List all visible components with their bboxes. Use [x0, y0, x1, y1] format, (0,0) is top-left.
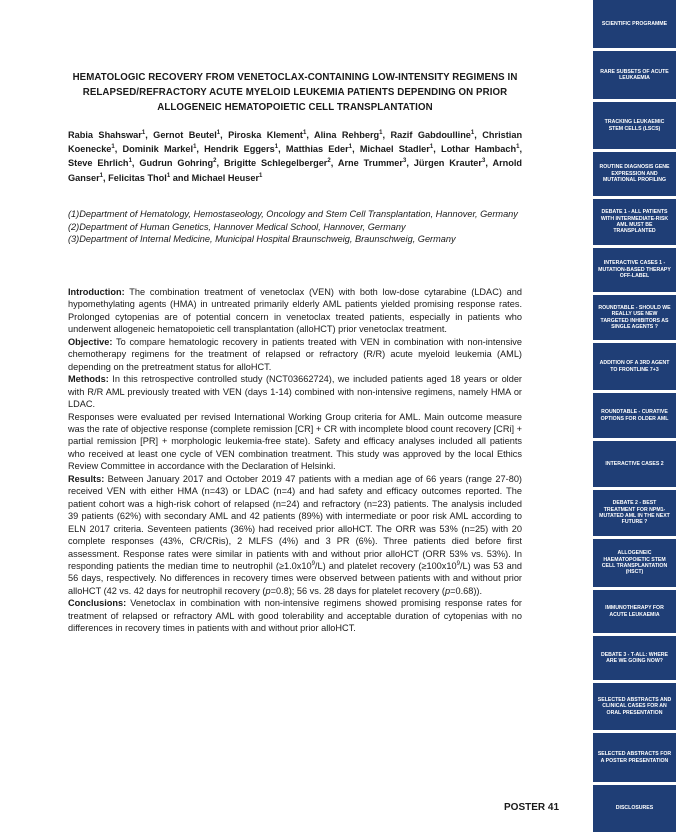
- author-affiliation-mark: 1: [429, 144, 434, 151]
- sidebar-item-label: DISCLOSURES: [615, 805, 654, 812]
- author-affiliation-mark: 3: [402, 158, 407, 165]
- sidebar-item-label: ROUTINE DIAGNOSIS GENE EXPRESSION AND MUTATIONAL PROFILING: [599, 164, 670, 184]
- sidebar-item-4[interactable]: [593, 152, 676, 196]
- sidebar-item-label: DEBATE 2 - BEST TREATMENT FOR NPM1-MUTATED AML IN THE NEXT FUTURE ?: [599, 500, 670, 526]
- sidebar-item-label: ROUNDTABLE - CURATIVE OPTIONS FOR OLDER AML: [600, 409, 669, 422]
- conclusions-label: Conclusions:: [68, 598, 127, 609]
- poster-number: POSTER 41: [504, 802, 560, 813]
- author-separator: and: [170, 172, 192, 183]
- introduction-label: Introduction:: [68, 287, 125, 297]
- author-affiliation-mark: 1: [216, 129, 221, 136]
- sidebar-item-15[interactable]: [593, 683, 676, 730]
- author-name: Dominik Markel: [122, 144, 194, 155]
- abstract-page: [68, 0, 522, 832]
- objective-paragraph: [68, 336, 522, 373]
- sidebar-item-label: TRACKING LEUKAEMIC STEM CELLS (LSCS): [604, 119, 665, 132]
- author-separator: ,: [406, 158, 414, 169]
- superscript-9: 9: [311, 560, 315, 567]
- sidebar-item-7[interactable]: [593, 295, 676, 340]
- author-affiliation-mark: 1: [99, 172, 104, 179]
- sidebar-item-3[interactable]: [593, 102, 676, 149]
- author-affiliation-mark: 1: [193, 144, 197, 151]
- author-name: Matthias Eder: [285, 144, 349, 155]
- objective-label: Objective:: [68, 336, 113, 347]
- results-text-d: =0.8); 56 vs. 28 days for platelet recovery (: [270, 585, 445, 596]
- author-name: Jürgen Krauter: [413, 158, 482, 169]
- objective-text: To compare hematologic recovery in patients treated with VEN in combination with non-intensive chemotherapy regimens for the treatment of relapsed or refractory (R/R) acute myeloid leukemia (AML) depending on the pretreatment status for alloHCT.: [68, 336, 522, 372]
- author-name: Christian Koenecke: [68, 130, 523, 155]
- results-text-c: /L) was 53 and 56 days, respectively. No differences in recovery times were observed between patients with and without prior alloHCT (42 vs. 42 days for neutrophil recovery (: [68, 560, 522, 596]
- introduction-text: The combination treatment of venetoclax (VEN) with both low-dose cytarabine (LDAC) and hypomethylating agents (HMA) in untreated primarily elderly AML patients yielded promising response rates. Prolonged cytopenias are of potential concern in venetoclax treated patients, especially in patients who underwent allogeneic hematopoietic cell transplantation (alloHCT) prior venetoclax treatment.: [68, 287, 522, 335]
- conclusions-text: Venetoclax in combination with non-intensive regimens showed promising response rates for treatment of relapsed or refractory AML with good tolerability and acceptable duration of cytopenias with no differences in recovery times in patients with and without prior alloHCT.: [68, 598, 522, 634]
- methods-label: Methods:: [68, 374, 109, 385]
- affiliations: [68, 208, 522, 246]
- sidebar-item-label: INTERACTIVE CASES 2: [605, 460, 664, 467]
- results-text-e: =0.68)).: [450, 585, 483, 596]
- results-text-b: /L) and platelet recovery (≥100x10: [314, 560, 457, 571]
- author-separator: ,: [330, 158, 338, 169]
- sidebar-item-label: SCIENTIFIC PROGRAMME: [601, 20, 668, 27]
- results-label: Results:: [68, 473, 105, 484]
- author-separator: ,: [145, 130, 154, 140]
- abstract-body: [68, 286, 522, 635]
- author-name: Felicitas Thol: [108, 172, 167, 183]
- author-affiliation-mark: 1: [166, 172, 171, 179]
- methods-text: In this retrospective controlled study (NCT03662724), we included patients aged 18 years or older with R/R AML previously treated with VEN (days 1-14) combined with non-intensive regimens, namely HMA or LDAC.: [68, 374, 522, 410]
- author-separator: ,: [519, 144, 522, 155]
- author-list: [68, 128, 522, 185]
- author-affiliation-mark: 1: [516, 144, 520, 151]
- sidebar-item-17[interactable]: [593, 785, 676, 832]
- sidebar-item-label: DEBATE 1 - ALL PATIENTS WITH INTERMEDIATE-RISK AML MUST BE TRANSPLANTED: [600, 209, 669, 235]
- p-symbol: p: [265, 585, 271, 596]
- author-separator: ,: [485, 158, 493, 169]
- author-separator: ,: [216, 158, 224, 169]
- author-affiliation-mark: 1: [348, 144, 353, 151]
- author-affiliation-mark: 1: [128, 158, 132, 165]
- sidebar-item-label: ADDITION OF A 3RD AGENT TO FRONTLINE 7+3: [599, 360, 670, 373]
- sidebar-item-label: ROUNDTABLE - SHOULD WE REALLY USE NEW TARGETED INHIBITORS AS SINGLE AGENTS ?: [598, 304, 671, 330]
- conclusions-paragraph: [68, 597, 522, 634]
- author-affiliation-mark: 1: [303, 129, 307, 136]
- affiliation-2: (2)Department of Human Genetics, Hannover Medical School, Hannover, Germany: [68, 221, 406, 232]
- author-affiliation-mark: 1: [470, 129, 475, 136]
- sidebar-item-14[interactable]: [593, 636, 676, 680]
- affiliation-1: (1)Department of Hematology, Hemostaseology, Oncology and Stem Cell Transplantation, Hannover, Germany: [68, 209, 518, 219]
- author-affiliation-mark: 1: [111, 144, 115, 151]
- author-affiliation-mark: 1: [379, 129, 383, 136]
- sidebar-item-label: SELECTED ABSTRACTS FOR A POSTER PRESENTATION: [597, 751, 672, 764]
- sidebar-item-11[interactable]: [593, 490, 676, 536]
- author-affiliation-mark: 3: [481, 158, 486, 165]
- author-separator: ,: [306, 130, 314, 140]
- sidebar-nav: [593, 0, 676, 832]
- results-paragraph: [68, 473, 522, 598]
- author-name: Gudrun Gohring: [139, 158, 214, 169]
- sidebar-item-label: IMMUNOTHERAPY FOR ACUTE LEUKAEMIA: [605, 605, 664, 618]
- author-separator: ,: [114, 144, 123, 155]
- methods-paragraph-2: Responses were evaluated per revised International Working Group criteria for AML. Main outcome measure was the rate of objective response (complete remission [CR] + CR with incomplete blood count recovery [CRi] + partial remission [PR] + morphologic leukemia-free state). Safety and efficacy analyses included all patients who received at least one cycle of VEN combination treatment. This study was approved by the local Ethics Review Committee in accordance with the Declaration of Helsinki.: [68, 411, 522, 472]
- sidebar-item-label: DEBATE 3 - T-ALL: WHERE ARE WE GOING NOW?: [600, 651, 669, 664]
- author-affiliation-mark: 1: [259, 172, 263, 179]
- affiliation-3: (3)Department of Internal Medicine, Municipal Hospital Braunschweig, Braunschweig, Germany: [68, 234, 456, 245]
- sidebar-item-5[interactable]: [593, 199, 676, 245]
- author-name: Steve Ehrlich: [68, 158, 129, 169]
- author-name: Gernot Beutel: [153, 130, 217, 140]
- author-name: Alina Rehberg: [313, 130, 380, 140]
- p-symbol: p: [444, 585, 451, 596]
- sidebar-item-label: SELECTED ABSTRACTS AND CLINICAL CASES FOR AN ORAL PRESENTATION: [597, 696, 672, 716]
- author-name: Brigitte Schlegelberger: [223, 158, 328, 169]
- author-separator: ,: [352, 144, 360, 155]
- sidebar-item-label: ALLOGENEIC HAEMATOPOIETIC STEM CELL TRANSPLANTATION (HSCT): [601, 550, 668, 576]
- author-separator: ,: [196, 144, 205, 155]
- sidebar-item-12[interactable]: [593, 539, 676, 587]
- author-affiliation-mark: 1: [274, 144, 279, 151]
- sidebar-item-label: INTERACTIVE CASES 1 - MUTATION-BASED THERAPY OFF-LABEL: [598, 260, 671, 280]
- methods-paragraph: [68, 373, 522, 410]
- sidebar-item-1[interactable]: [593, 0, 676, 48]
- author-separator: ,: [103, 172, 109, 183]
- sidebar-item-2[interactable]: [593, 51, 676, 99]
- author-name: Arne Trummer: [337, 158, 403, 169]
- sidebar-item-9[interactable]: [593, 393, 676, 438]
- author-name: Razif Gabdoulline: [390, 130, 471, 140]
- author-affiliation-mark: 1: [141, 129, 146, 136]
- author-separator: ,: [278, 144, 286, 155]
- author-name: Michael Heuser: [191, 172, 260, 183]
- sidebar-item-label: RARE SUBSETS OF ACUTE LEUKAEMIA: [600, 68, 669, 81]
- paper-title: HEMATOLOGIC RECOVERY FROM VENETOCLAX-CONTAINING LOW-INTENSITY REGIMENS IN RELAPSED/REFRACTORY ACUTE MYELOID LEUKEMIA PATIENTS DEPENDING ON PRIOR ALLOGENEIC HEMATOPOIETIC CELL TRANSPLANTATION: [72, 72, 518, 113]
- author-separator: ,: [433, 144, 441, 155]
- sidebar-item-6[interactable]: [593, 248, 676, 292]
- introduction-paragraph: [68, 286, 522, 336]
- author-name: Michael Stadler: [359, 144, 430, 155]
- author-separator: ,: [382, 130, 391, 140]
- sidebar-item-8[interactable]: [593, 343, 676, 390]
- author-affiliation-mark: 2: [327, 158, 331, 165]
- sidebar-item-13[interactable]: [593, 590, 676, 633]
- sidebar-item-16[interactable]: [593, 733, 676, 782]
- author-separator: ,: [220, 130, 229, 140]
- author-name: Rabia Shahswar: [68, 130, 142, 140]
- author-name: Hendrik Eggers: [204, 144, 275, 155]
- author-affiliation-mark: 2: [213, 158, 217, 165]
- author-name: Lothar Hambach: [440, 144, 517, 155]
- author-separator: ,: [474, 130, 483, 140]
- author-name: Arnold Ganser: [68, 158, 523, 183]
- author-name: Piroska Klement: [228, 130, 303, 140]
- superscript-9: 9: [456, 560, 460, 567]
- author-separator: ,: [131, 158, 140, 169]
- results-text-a: Between January 2017 and October 2019 47 patients with a median age of 66 years (range 27-80) received VEN with either HMA (n=43) or LDAC (n=4) and had safety and efficacy outcomes reported. The patient cohort was a high-risk cohort of relapsed (n=24) and refractory (n=23) patients. The analysis included 39 patients (62%) with secondary AML and 42 patients (89%) with intermediate or poor risk AML according to ELN 2017 criteria. Seventeen patients (36%) had received prior alloHCT. The ORR was 53% (n=25) with 20 complete responses (43%, CR/CRis), 2 MLFS (4%) and 3 PR (6%). Three patients died before first assessment. Response rates were similar in patients with and without prior alloHCT (ORR 53% vs. 53%). In responding patients the median time to neutrophil (≥1.0x10: [68, 473, 522, 571]
- sidebar-item-10[interactable]: [593, 441, 676, 487]
